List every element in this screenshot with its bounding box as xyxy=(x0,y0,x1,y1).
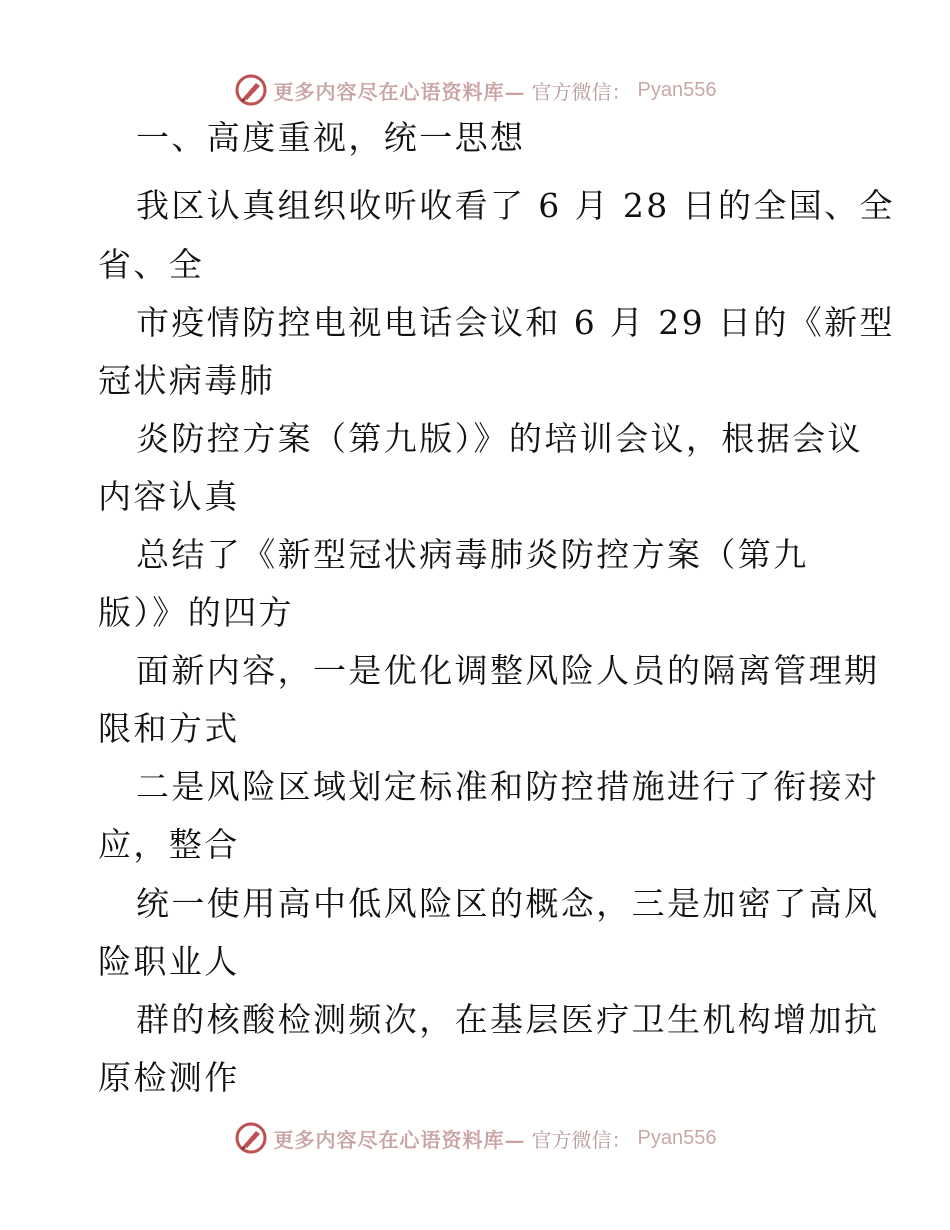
watermark-wechat-label: 官方微信： xyxy=(531,79,632,104)
watermark-header xyxy=(0,70,950,110)
watermark-wechat-label: 官方微信： xyxy=(531,1127,632,1152)
paragraph-line: 应，整合 xyxy=(98,825,240,864)
paragraph-line: 群的核酸检测频次，在基层医疗卫生机构增加抗 xyxy=(136,1000,880,1039)
paragraph-line: 险职业人 xyxy=(98,942,240,981)
paragraph-line: 炎防控方案（第九版）》的培训会议，根据会议 xyxy=(136,419,863,458)
paragraph-line: 我区认真组织收听收看了 6 月 28 日的全国、全 xyxy=(136,186,895,225)
paragraph-line: 总结了《新型冠状病毒肺炎防控方案（第九 xyxy=(136,535,809,574)
watermark-wechat-id: Pyan556 xyxy=(637,1126,717,1149)
paragraph-line: 市疫情防控电视电话会议和 6 月 29 日的《新型 xyxy=(136,303,895,342)
paragraph-line: 面新内容，一是优化调整风险人员的隔离管理期 xyxy=(136,651,880,690)
paragraph-line: 二是风险区域划定标准和防控措施进行了衔接对 xyxy=(136,767,880,806)
pen-logo-icon xyxy=(234,1121,268,1155)
paragraph-line: 版）》的四方 xyxy=(98,593,294,632)
paragraph-line: 省、全 xyxy=(98,245,205,284)
pen-logo-icon xyxy=(234,73,268,107)
watermark-wechat-id: Pyan556 xyxy=(637,78,717,101)
section-heading: 一、高度重视，统一思想 xyxy=(136,118,526,157)
paragraph-line: 原检测作 xyxy=(98,1058,240,1097)
paragraph-line: 限和方式 xyxy=(98,709,240,748)
watermark-footer xyxy=(0,1118,950,1158)
watermark-text: 更多内容尽在心语资料库— xyxy=(273,1127,526,1152)
paragraph-line: 冠状病毒肺 xyxy=(98,361,275,400)
watermark-text: 更多内容尽在心语资料库— xyxy=(273,79,526,104)
paragraph-line: 内容认真 xyxy=(98,477,240,516)
paragraph-line: 统一使用高中低风险区的概念，三是加密了高风 xyxy=(136,884,880,923)
